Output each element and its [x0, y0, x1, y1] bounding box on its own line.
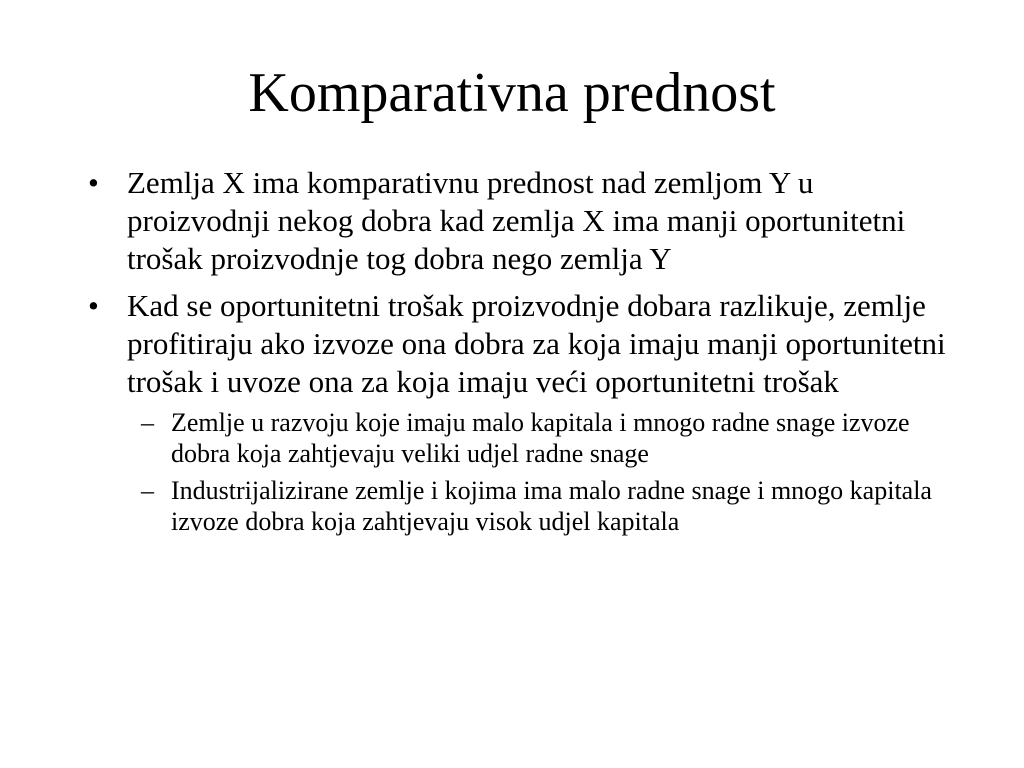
bullet-item-comparative-advantage-definition — [84, 164, 964, 278]
sub-bullet-item-developing-countries — [127, 407, 964, 469]
sub-bullet-marker: – — [141, 408, 154, 437]
sub-bullet-item-industrialized-countries — [127, 475, 964, 537]
sub-bullet-text: Zemlje u razvoju koje imaju malo kapitala i mnogo radne snage izvoze dobra koja zahtjevaju veliki udjel radne snage — [171, 408, 910, 468]
bullet-text: Kad se oportunitetni trošak proizvodnje dobara razlikuje, zemlje profitiraju ako izvoze ona dobra za koja imaju manji oportunitetni trošak i uvoze ona za koja imaju veći oportunitetni trošak — [127, 288, 946, 399]
sub-bullet-list — [127, 407, 964, 537]
bullet-marker: • — [88, 165, 99, 200]
slide-title: Komparativna prednost — [248, 62, 776, 124]
bullet-marker: • — [88, 288, 99, 323]
bullet-item-trade-profit — [84, 287, 964, 537]
sub-bullet-marker: – — [141, 476, 154, 505]
bullet-list — [84, 164, 964, 546]
bullet-text: Zemlja X ima komparativnu prednost nad zemljom Y u proizvodnji nekog dobra kad zemlja X ima manji oportunitetni trošak proizvodnje tog dobra nego zemlja Y — [127, 165, 906, 276]
sub-bullet-text: Industrijalizirane zemlje i kojima ima malo radne snage i mnogo kapitala izvoze dobra koja zahtjevaju visok udjel kapitala — [171, 476, 932, 536]
